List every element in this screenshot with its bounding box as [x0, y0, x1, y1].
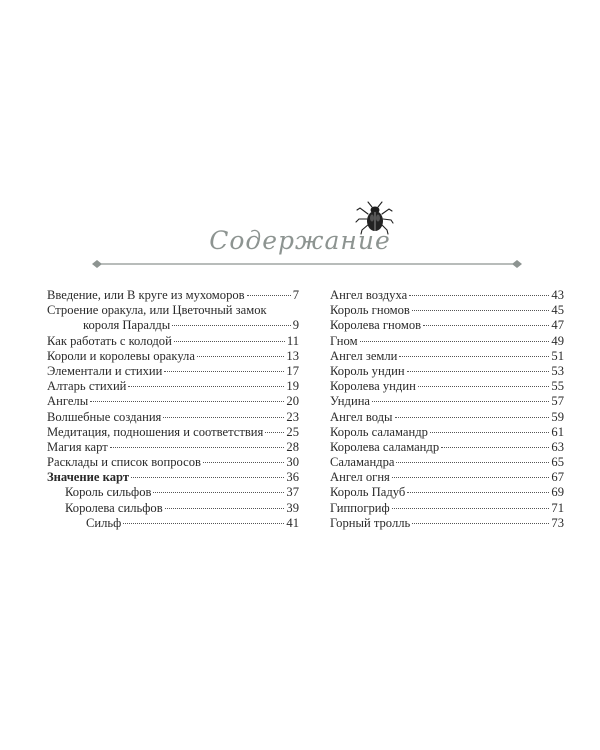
toc-entry-label: Гиппогриф	[330, 500, 390, 515]
toc-entry[interactable]	[330, 516, 564, 531]
toc-entry[interactable]	[330, 349, 564, 364]
leader-dots	[174, 341, 285, 342]
leader-dots	[203, 462, 284, 463]
toc-entry[interactable]	[47, 485, 299, 500]
toc-entry-page: 65	[551, 455, 564, 470]
leader-dots	[165, 508, 285, 509]
toc-entry-label: Волшебные создания	[47, 409, 162, 424]
leader-dots	[172, 325, 290, 326]
leader-dots	[90, 401, 284, 402]
toc-entry-page: 19	[286, 379, 299, 394]
leader-dots	[412, 523, 549, 524]
toc-entry[interactable]	[47, 394, 299, 409]
toc-entry-page: 67	[551, 470, 564, 485]
leader-dots	[153, 492, 284, 493]
toc-entry[interactable]	[47, 303, 299, 318]
toc-entry-page: 71	[551, 500, 564, 515]
toc-entry-label: Магия карт	[47, 439, 108, 454]
leader-dots	[418, 386, 550, 387]
toc-entry-label: Сильф	[86, 515, 122, 530]
toc-entry-page: 17	[286, 363, 299, 378]
leader-dots	[197, 356, 284, 357]
toc-entry[interactable]	[47, 455, 299, 470]
toc-section-heading[interactable]	[47, 470, 299, 485]
toc-entry-page: 63	[551, 439, 564, 454]
toc-entry[interactable]	[47, 516, 299, 531]
toc-entry[interactable]	[330, 364, 564, 379]
leader-dots	[441, 447, 549, 448]
toc-entry-label: Король Падуб	[330, 485, 406, 500]
leader-dots	[247, 295, 291, 296]
toc-entry-page: 61	[551, 424, 564, 439]
toc-entry-label: Королева саламандр	[330, 439, 440, 454]
leader-dots	[399, 356, 549, 357]
toc-entry-label: Король ундин	[330, 363, 405, 378]
toc-entry-label: Как работать с колодой	[47, 333, 172, 348]
leader-dots	[131, 477, 284, 478]
toc-entry-page: 7	[292, 288, 299, 302]
toc-entry-label: Горный тролль	[330, 515, 411, 530]
toc-entry-label: Короли и королевы оракула	[47, 348, 195, 363]
leader-dots	[409, 295, 549, 296]
toc-entry-label: Ангел воздуха	[330, 288, 408, 302]
toc-entry[interactable]	[330, 379, 564, 394]
toc-entry-page: 13	[286, 348, 299, 363]
leader-dots	[392, 477, 550, 478]
toc-entry[interactable]	[47, 440, 299, 455]
toc-entry-page: 9	[292, 318, 299, 333]
leader-dots	[128, 386, 284, 387]
toc-entry-page: 25	[286, 424, 299, 439]
toc-entry[interactable]	[47, 288, 299, 303]
toc-entry-page: 45	[551, 303, 564, 318]
page-title: Содержание	[209, 226, 391, 255]
toc-entry-page: 73	[551, 515, 564, 530]
leader-dots	[407, 492, 549, 493]
toc-entry-label: Ангел огня	[330, 470, 390, 485]
toc-entry-label: Король гномов	[330, 303, 410, 318]
toc-entry[interactable]	[330, 440, 564, 455]
toc-entry-label: Король саламандр	[330, 424, 428, 439]
toc-entry[interactable]	[330, 334, 564, 349]
toc-entry[interactable]	[330, 501, 564, 516]
toc-entry-page: 49	[551, 333, 564, 348]
toc-entry-label: Расклады и список вопросов	[47, 455, 201, 470]
toc-right-column	[330, 288, 564, 531]
toc-entry[interactable]	[47, 379, 299, 394]
toc-entry[interactable]	[330, 470, 564, 485]
toc-entry-label: Королева гномов	[330, 318, 422, 333]
toc-entry-label: Гном	[330, 333, 358, 348]
toc-entry-page: 55	[551, 379, 564, 394]
toc-entry-label: Ундина	[330, 394, 371, 409]
toc-entry[interactable]	[330, 394, 564, 409]
leader-dots	[396, 462, 549, 463]
toc-entry-label: Медитация, подношения и соответствия	[47, 424, 264, 439]
toc-entry[interactable]	[47, 501, 299, 516]
toc-entry[interactable]	[47, 364, 299, 379]
toc-entry-page: 57	[551, 394, 564, 409]
toc-entry-label: Введение, или В круге из мухоморов	[47, 288, 245, 302]
toc-entry-label: Ангелы	[47, 394, 89, 409]
toc-entry[interactable]	[330, 410, 564, 425]
toc-entry-page: 37	[286, 485, 299, 500]
leader-dots	[395, 417, 550, 418]
toc-entry-label: Элементали и стихии	[47, 363, 163, 378]
toc-entry[interactable]	[47, 318, 299, 333]
toc-entry-page: 69	[551, 485, 564, 500]
toc-entry-page: 30	[286, 455, 299, 470]
toc-entry-page: 53	[551, 363, 564, 378]
leader-dots	[392, 508, 550, 509]
leader-dots	[110, 447, 285, 448]
toc-entry-label: Значение карт	[47, 470, 130, 485]
toc-entry-label: Королева сильфов	[65, 500, 163, 515]
toc-entry-label: Строение оракула, или Цветочный замок	[47, 303, 267, 318]
toc-entry-label: Ангел воды	[330, 409, 393, 424]
toc-entry-page: 20	[286, 394, 299, 409]
toc-entry-page: 11	[286, 333, 299, 348]
toc-entry-page: 51	[551, 348, 564, 363]
toc-entry-label: Ангел земли	[330, 348, 398, 363]
leader-dots	[407, 371, 550, 372]
toc-entry-label: Саламандра	[330, 455, 395, 470]
toc-entry-page: 41	[286, 515, 299, 530]
leader-dots	[164, 371, 284, 372]
leader-dots	[123, 523, 284, 524]
toc-entry[interactable]	[47, 425, 299, 440]
leader-dots	[412, 310, 550, 311]
leader-dots	[372, 401, 549, 402]
leader-dots	[163, 417, 284, 418]
toc-left-column	[47, 288, 299, 531]
leader-dots	[265, 432, 284, 433]
toc-entry[interactable]	[330, 455, 564, 470]
toc-entry[interactable]	[330, 303, 564, 318]
toc-entry-page: 36	[286, 470, 299, 485]
toc-entry-page: 47	[551, 318, 564, 333]
toc-entry-label: Королева ундин	[330, 379, 416, 394]
toc-entry[interactable]	[47, 349, 299, 364]
toc-entry-label: Король сильфов	[65, 485, 152, 500]
ornamental-rule-icon	[92, 258, 522, 270]
leader-dots	[430, 432, 549, 433]
leader-dots	[423, 325, 549, 326]
leader-dots	[360, 341, 550, 342]
toc-entry[interactable]	[330, 288, 564, 303]
toc-entry-label: Алтарь стихий	[47, 379, 127, 394]
toc-entry[interactable]	[330, 318, 564, 333]
toc-entry[interactable]	[47, 410, 299, 425]
toc-entry-page: 23	[286, 409, 299, 424]
toc-entry[interactable]	[47, 334, 299, 349]
toc-entry-page: 59	[551, 409, 564, 424]
toc-entry[interactable]	[330, 485, 564, 500]
toc-entry[interactable]	[330, 425, 564, 440]
toc-entry-page: 39	[286, 500, 299, 515]
toc-entry-page: 28	[286, 439, 299, 454]
toc-entry-label: короля Паралды	[83, 318, 171, 333]
toc-entry-page: 43	[551, 288, 564, 302]
